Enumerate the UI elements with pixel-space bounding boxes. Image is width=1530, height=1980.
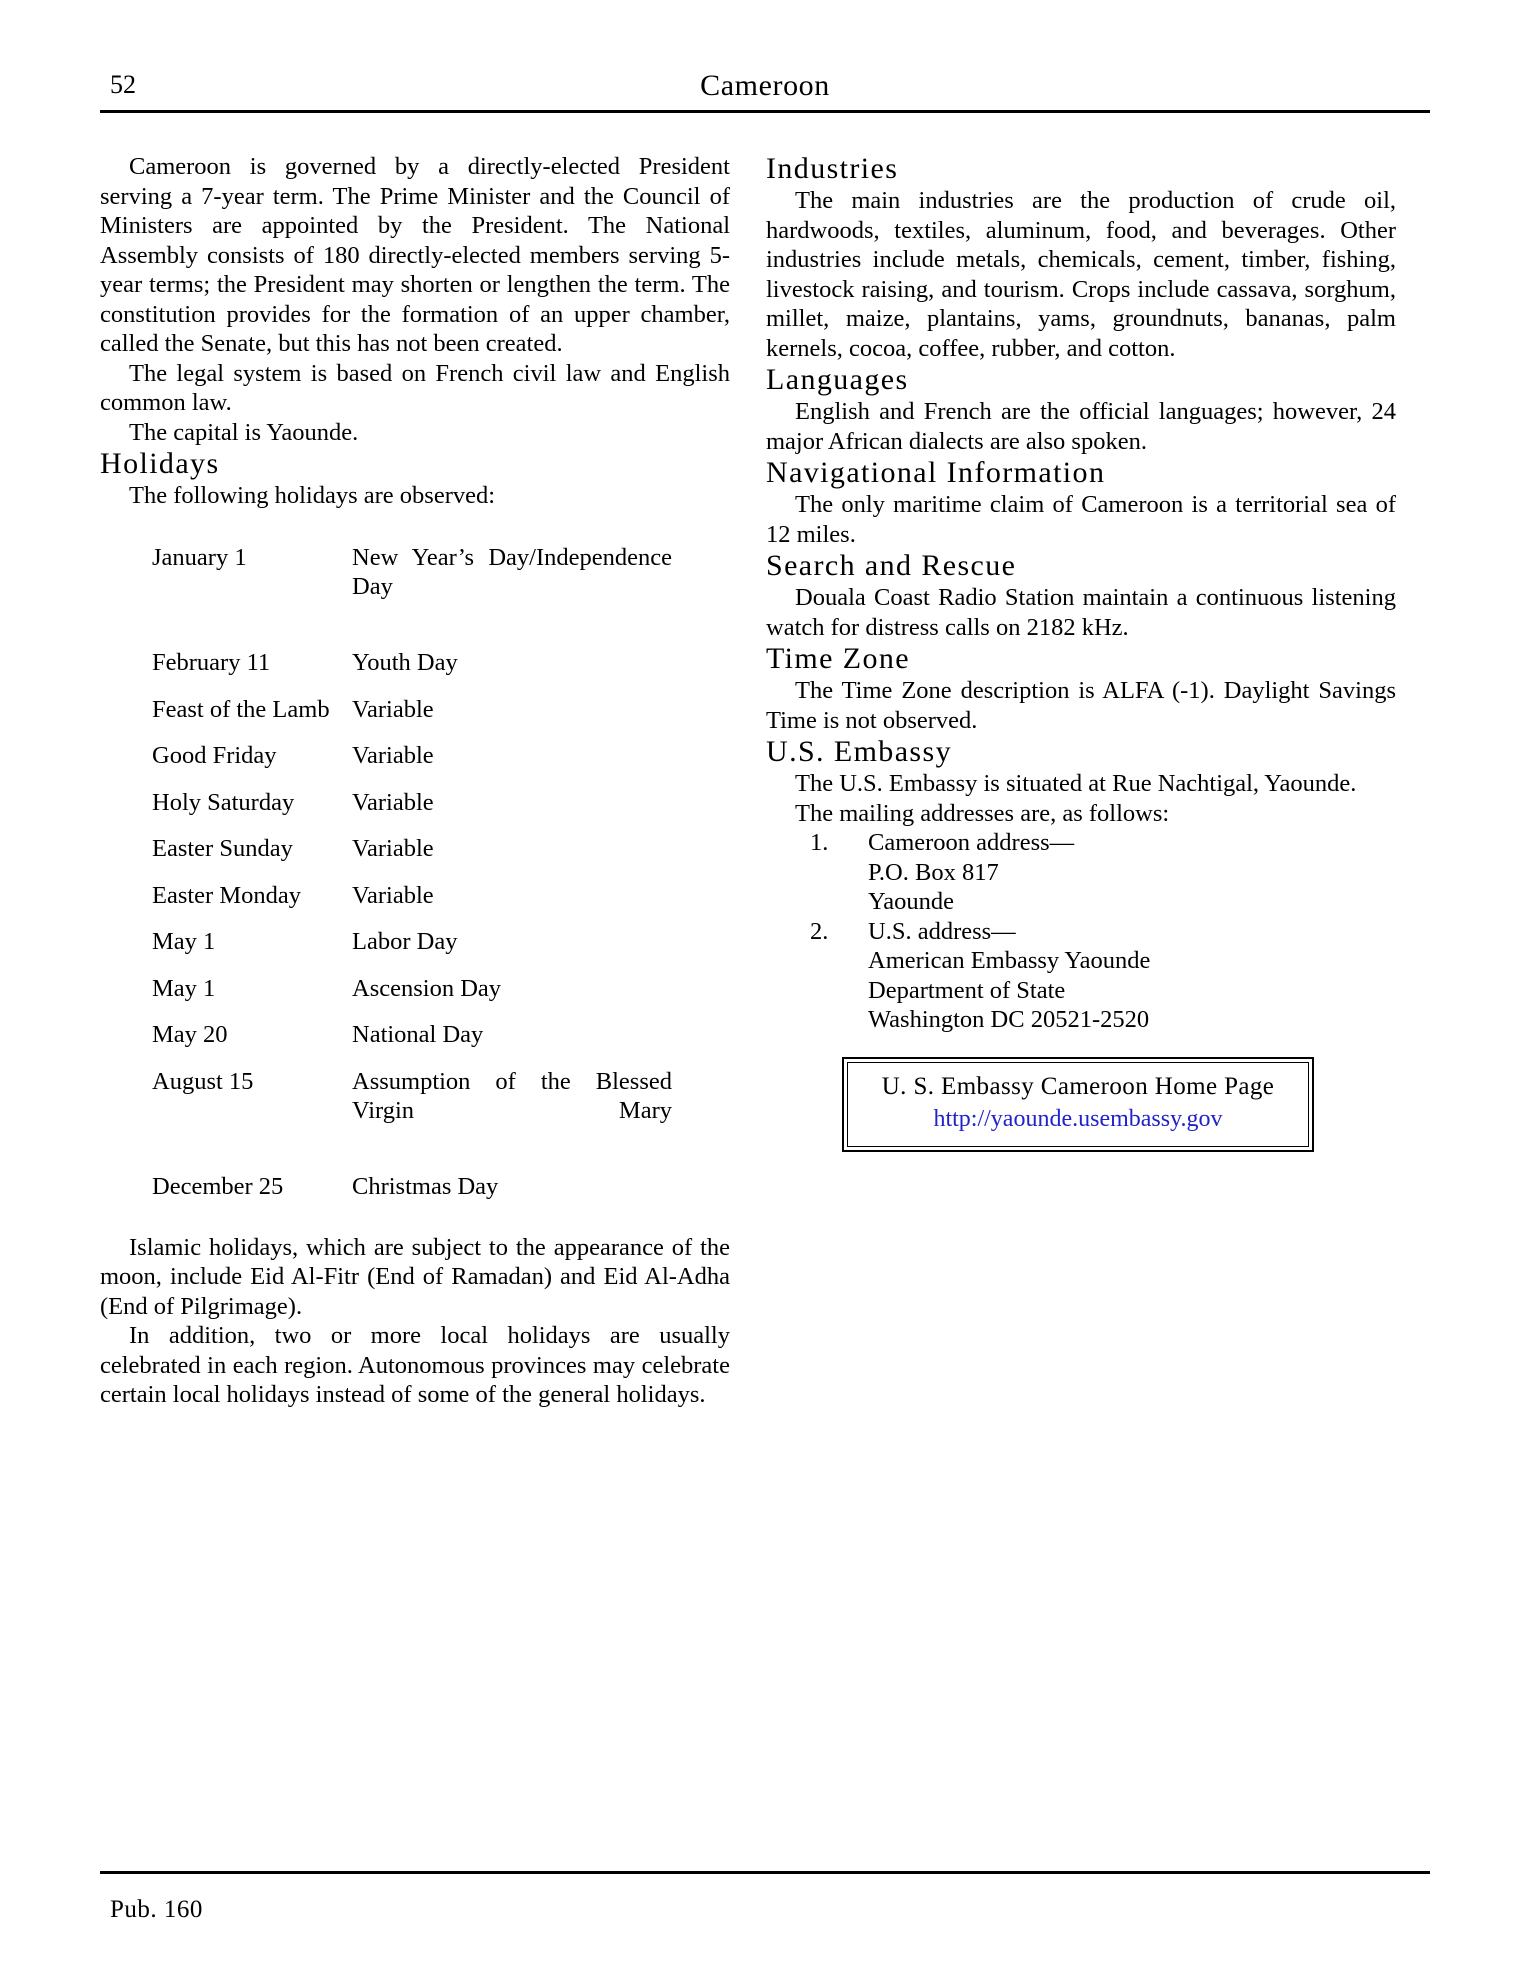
paragraph-legal-system: The legal system is based on French civil law and English common law. bbox=[100, 359, 730, 416]
list-item bbox=[796, 828, 1396, 917]
table-row bbox=[152, 834, 672, 881]
address-line: Department of State bbox=[868, 976, 1066, 1004]
table-row bbox=[152, 648, 672, 695]
embassy-home-page-title: U. S. Embassy Cameroon Home Page bbox=[881, 1072, 1275, 1100]
list-item-number: 2. bbox=[810, 917, 829, 945]
address-label: Cameroon address— bbox=[868, 829, 1075, 856]
holiday-date: February 11 bbox=[152, 649, 271, 676]
holiday-name: Variable bbox=[352, 835, 434, 862]
page-number: 52 bbox=[110, 70, 136, 99]
holiday-date: May 20 bbox=[152, 1021, 228, 1048]
address-line: Washington DC 20521-2520 bbox=[868, 1006, 1150, 1033]
holiday-date: May 1 bbox=[152, 928, 216, 955]
table-row bbox=[152, 974, 672, 1021]
left-column bbox=[100, 152, 730, 1410]
heading-holidays: Holidays bbox=[100, 447, 220, 480]
holiday-date: Feast of the Lamb bbox=[152, 695, 330, 723]
holiday-date: Easter Monday bbox=[152, 881, 301, 909]
heading-languages: Languages bbox=[766, 363, 909, 396]
holiday-name: Variable bbox=[352, 788, 434, 816]
embassy-address-list bbox=[766, 828, 1396, 1035]
paragraph-industries: The main industries are the production of crude oil, hardwoods, textiles, aluminum, food, and beverages. Other industries include metals, chemicals, cement, timber, fishing, livestock raising, and tourism. Crops include cassava, sorghum, millet, maize, plantains, yams, groundnuts, bananas, palm kernels, cocoa, coffee, rubber, and cotton. bbox=[766, 187, 1396, 362]
address-line: American Embassy Yaounde bbox=[868, 947, 1151, 974]
heading-search-and-rescue: Search and Rescue bbox=[766, 549, 1017, 582]
holidays-intro: The following holidays are observed: bbox=[129, 482, 496, 509]
paragraph-time-zone: The Time Zone description is ALFA (-1). Daylight Savings Time is not observed. bbox=[766, 677, 1396, 734]
embassy-mailing-intro: The mailing addresses are, as follows: bbox=[795, 799, 1170, 827]
table-spacer bbox=[100, 1219, 730, 1233]
holiday-name: Labor Day bbox=[352, 928, 458, 955]
holiday-date: Easter Sunday bbox=[152, 835, 293, 862]
embassy-location-line: The U.S. Embassy is situated at Rue Nachtigal, Yaounde. bbox=[795, 770, 1357, 797]
heading-industries: Industries bbox=[766, 152, 899, 185]
holiday-date: January 1 bbox=[152, 543, 247, 571]
holiday-date: December 25 bbox=[152, 1173, 284, 1200]
holiday-name bbox=[352, 1067, 672, 1173]
address-line: Yaounde bbox=[868, 888, 954, 915]
table-row bbox=[152, 927, 672, 974]
holiday-name: National Day bbox=[352, 1021, 484, 1048]
page-footer bbox=[100, 1871, 1430, 1924]
holiday-name: Youth Day bbox=[352, 649, 458, 676]
paragraph-local-holidays: In addition, two or more local holidays are usually celebrated in each region. Autonomous provinces may celebrate certain local holidays instead of some of the general holidays. bbox=[100, 1322, 730, 1408]
holiday-name: Variable bbox=[352, 742, 434, 769]
table-row bbox=[152, 543, 672, 649]
table-row bbox=[152, 788, 672, 835]
holiday-date: Holy Saturday bbox=[152, 788, 295, 816]
paragraph-search-and-rescue: Douala Coast Radio Station maintain a continuous listening watch for distress calls on 2182 kHz. bbox=[766, 584, 1396, 641]
holiday-name: Christmas Day bbox=[352, 1173, 499, 1200]
header-rule bbox=[100, 110, 1430, 113]
paragraph-capital: The capital is Yaounde. bbox=[129, 418, 359, 446]
holiday-name: Variable bbox=[352, 881, 434, 909]
list-item bbox=[796, 917, 1396, 1035]
right-column bbox=[766, 152, 1396, 1410]
body-columns bbox=[100, 152, 1430, 1410]
heading-navigational-information: Navigational Information bbox=[766, 456, 1106, 489]
table-row bbox=[152, 1020, 672, 1067]
embassy-home-page-box bbox=[842, 1057, 1314, 1152]
holiday-name bbox=[352, 543, 672, 649]
list-item-number: 1. bbox=[810, 829, 829, 856]
embassy-home-page-inner bbox=[847, 1062, 1309, 1147]
paragraph-navigational-information: The only maritime claim of Cameroon is a territorial sea of 12 miles. bbox=[766, 491, 1396, 548]
address-line: P.O. Box 817 bbox=[868, 858, 999, 886]
heading-time-zone: Time Zone bbox=[766, 642, 910, 675]
footer-rule bbox=[100, 1871, 1430, 1874]
paragraph-government: Cameroon is governed by a directly-elected President serving a 7-year term. The Prime Minister and the Council of Ministers are appointed by the President. The National Assembly consists of 180 directly-elected members serving 5-year terms; the President may shorten or lengthen the term. The constitution provides for the formation of an upper chamber, called the Senate, but this has not been created. bbox=[100, 153, 730, 357]
running-head bbox=[100, 70, 1430, 132]
address-label: U.S. address— bbox=[868, 917, 1016, 945]
holiday-date: Good Friday bbox=[152, 742, 277, 769]
holiday-date: May 1 bbox=[152, 974, 216, 1002]
publication-number: Pub. 160 bbox=[110, 1896, 203, 1923]
table-row bbox=[152, 1172, 672, 1219]
holidays-table-body bbox=[152, 543, 672, 1219]
holiday-name-text: Assumption of the Blessed Virgin Mary bbox=[352, 1067, 672, 1124]
page-title: Cameroon bbox=[700, 69, 830, 102]
heading-us-embassy: U.S. Embassy bbox=[766, 735, 952, 768]
holiday-name: Ascension Day bbox=[352, 974, 502, 1002]
holiday-name-text: New Year’s Day/Independence Day bbox=[352, 543, 672, 600]
paragraph-languages: English and French are the official languages; however, 24 major African dialects are also spoken. bbox=[766, 398, 1396, 455]
table-row bbox=[152, 881, 672, 928]
holiday-date: August 15 bbox=[152, 1067, 254, 1095]
embassy-home-page-link[interactable]: http://yaounde.usembassy.gov bbox=[933, 1105, 1223, 1132]
holidays-table bbox=[152, 543, 672, 1219]
holiday-name: Variable bbox=[352, 695, 434, 723]
paragraph-islamic-holidays: Islamic holidays, which are subject to the appearance of the moon, include Eid Al-Fitr (End of Ramadan) and Eid Al-Adha (End of Pilgrimage). bbox=[100, 1233, 730, 1320]
table-row bbox=[152, 695, 672, 742]
table-row bbox=[152, 1067, 672, 1173]
table-row bbox=[152, 741, 672, 788]
